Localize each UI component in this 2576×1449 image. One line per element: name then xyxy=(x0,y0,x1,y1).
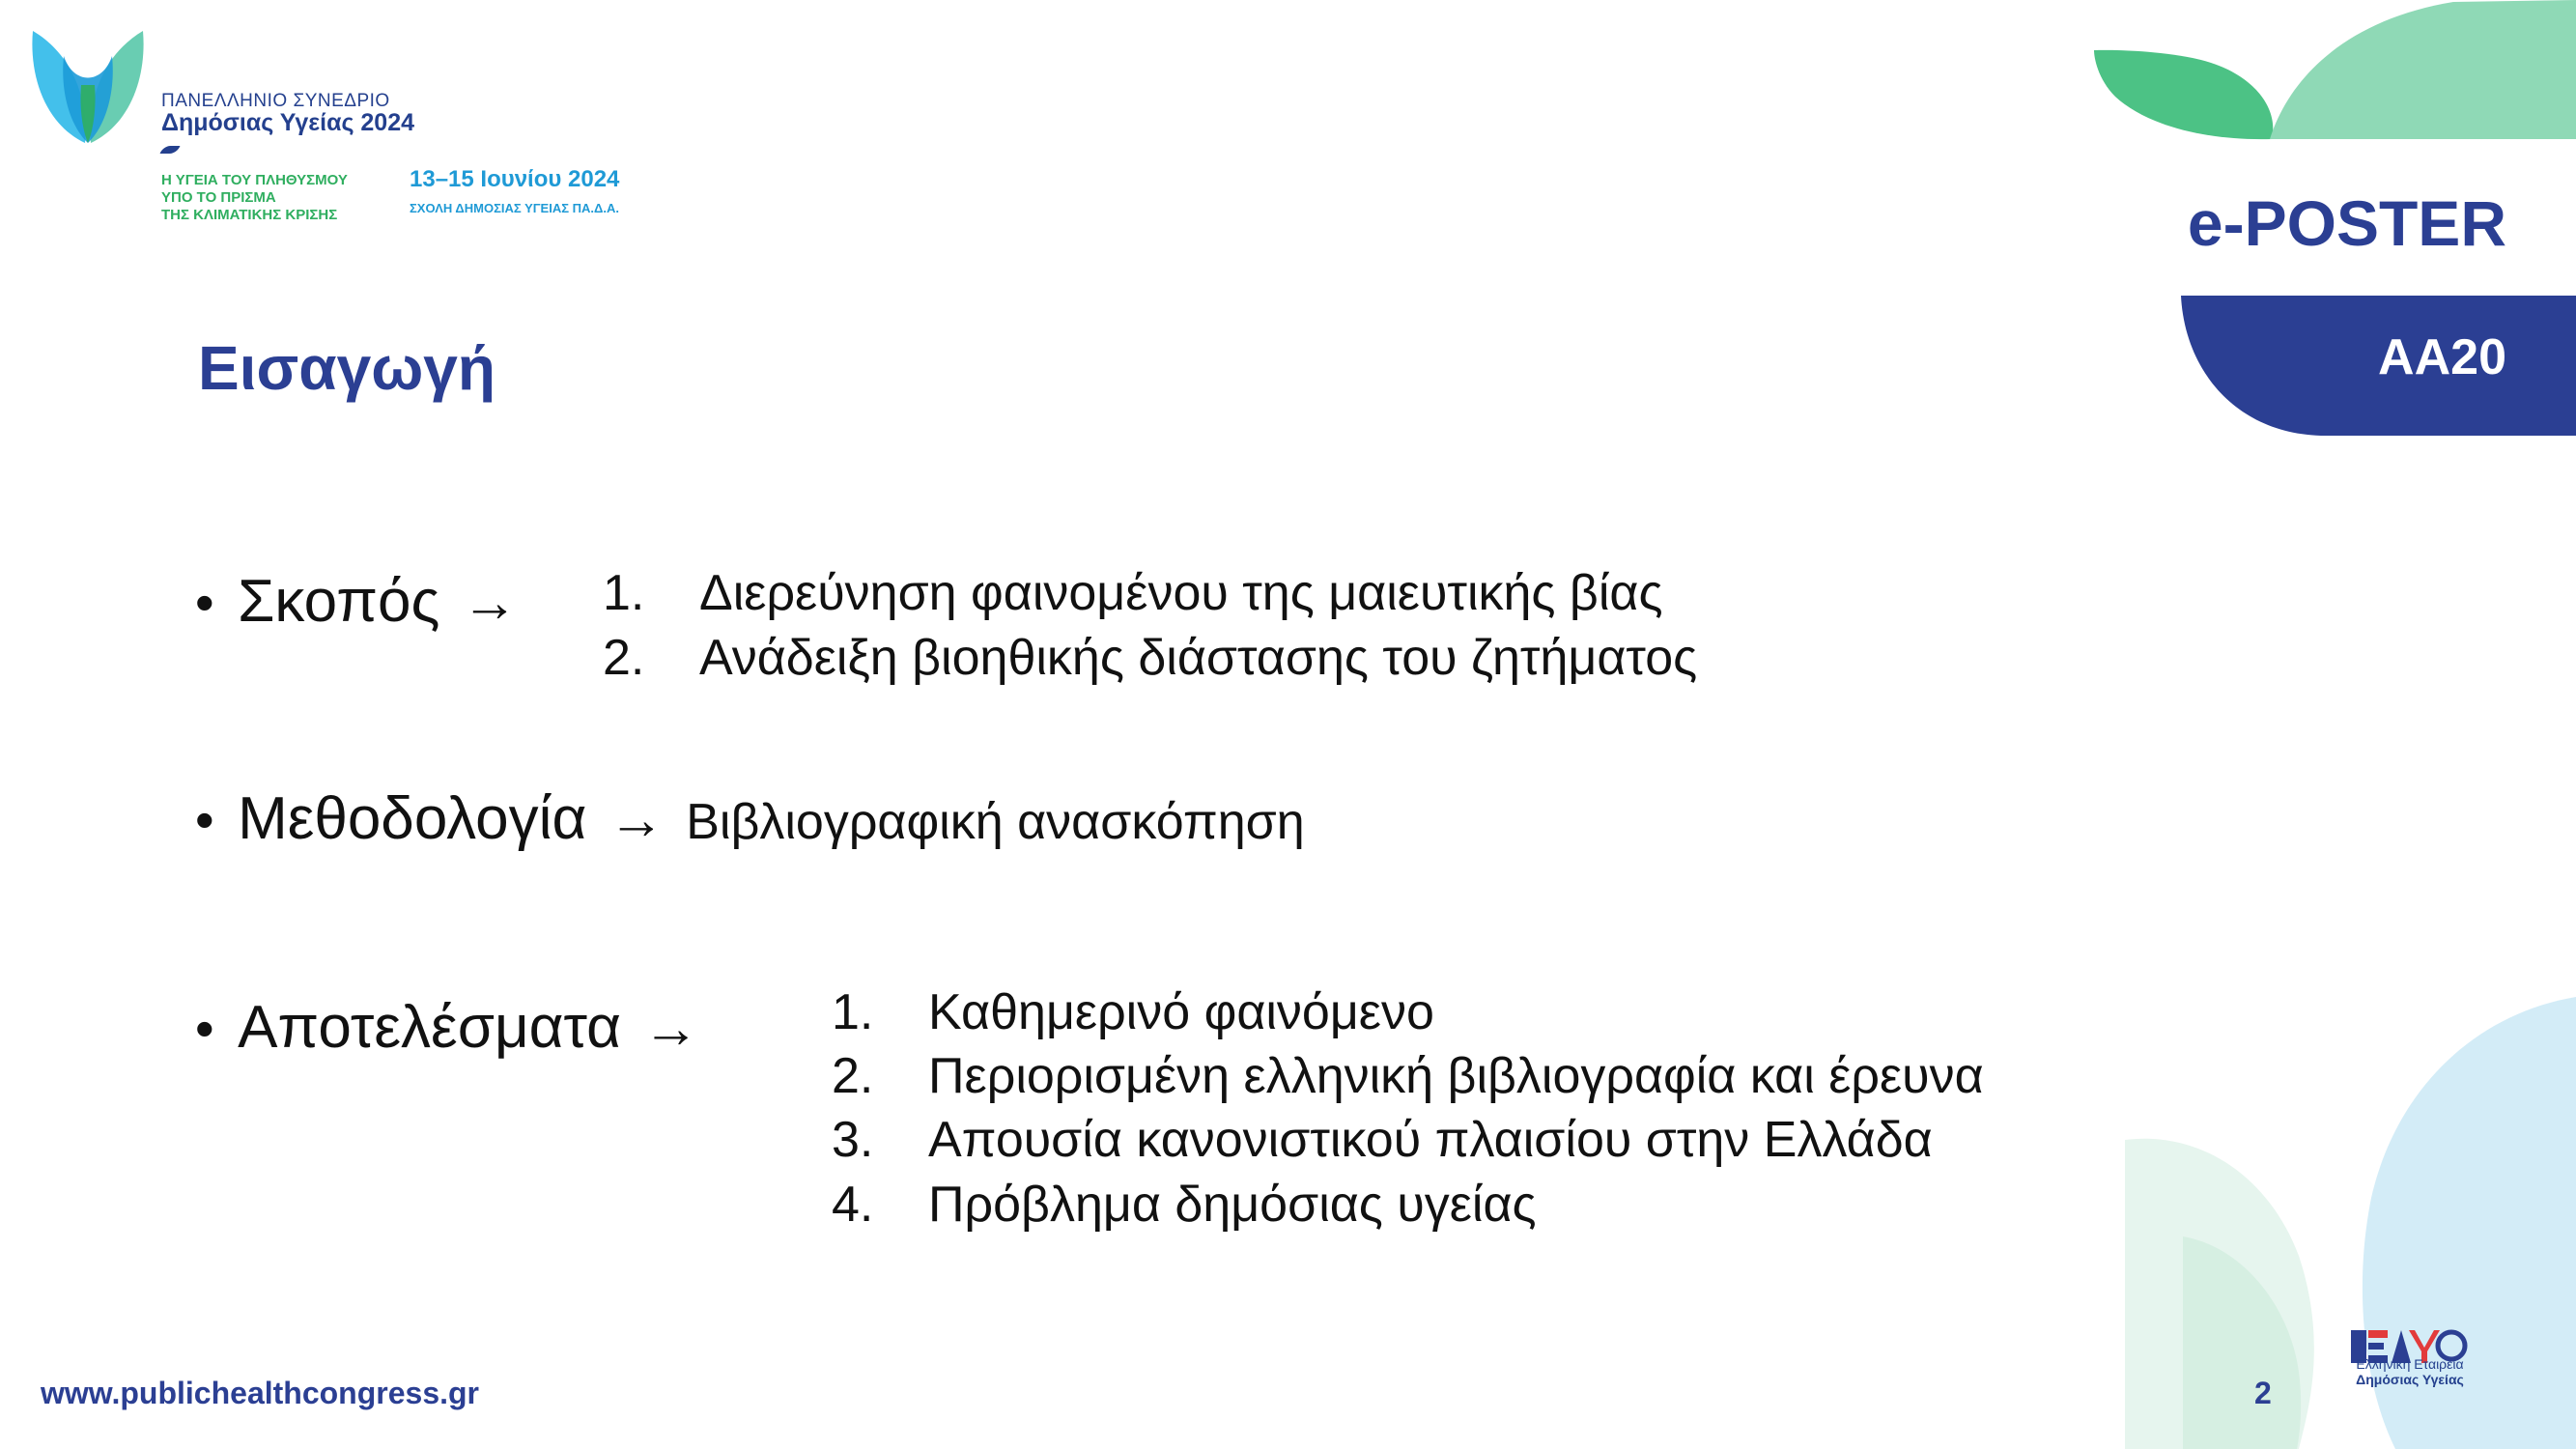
logo-leaf-mark xyxy=(160,146,181,154)
results-item-4: Πρόβλημα δημόσιας υγείας xyxy=(928,1177,1537,1233)
results-item-2: Περιορισμένη ελληνική βιβλιογραφία και έρευνα xyxy=(928,1048,1984,1104)
bullet-dot: • xyxy=(195,572,214,633)
society-name-line-1: Ελληνική Εταιρεία xyxy=(2356,1356,2464,1372)
results-label: Αποτελέσματα xyxy=(238,994,621,1061)
bottom-right-leaf-decoration xyxy=(2106,985,2576,1449)
bullet-dot: • xyxy=(195,789,214,850)
bullet-dot: • xyxy=(195,998,214,1059)
results-bullet xyxy=(195,993,698,1062)
arrow-right-icon: → xyxy=(461,571,518,634)
results-item-4-number: 4. xyxy=(832,1177,874,1233)
method-bullet xyxy=(195,784,1305,853)
poster-code: AA20 xyxy=(2378,329,2506,385)
arrow-right-icon: → xyxy=(642,997,699,1060)
theme-line-2: ΥΠΟ ΤΟ ΠΡΙΣΜΑ xyxy=(161,189,276,206)
page-number: 2 xyxy=(2254,1376,2272,1410)
theme-line-1: Η ΥΓΕΙΑ ΤΟΥ ΠΛΗΘΥΣΜΟΥ xyxy=(161,172,348,188)
conference-venue: ΣΧΟΛΗ ΔΗΜΟΣΙΑΣ ΥΓΕΙΑΣ ΠΑ.Δ.Α. xyxy=(410,201,619,215)
results-item-1-number: 1. xyxy=(832,984,874,1040)
aim-item-1: Διερεύνηση φαινομένου της μαιευτικής βίας xyxy=(699,565,1663,621)
eposter-label: e-POSTER xyxy=(2187,187,2506,259)
conference-theme xyxy=(161,172,348,224)
method-text: Βιβλιογραφική ανασκόπηση xyxy=(686,794,1305,850)
conference-title: Δημόσιας Υγείας 2024 xyxy=(161,109,415,136)
aim-item-1-number: 1. xyxy=(603,565,645,621)
conference-logo-icon xyxy=(25,27,151,147)
theme-line-3: ΤΗΣ ΚΛΙΜΑΤΙΚΗΣ ΚΡΙΣΗΣ xyxy=(161,207,338,223)
arrow-right-icon: → xyxy=(608,788,665,851)
slide-heading: Εισαγωγή xyxy=(198,333,495,403)
results-item-3: Απουσία κανονιστικού πλαισίου στην Ελλάδα xyxy=(928,1112,1933,1168)
footer-website-link[interactable]: www.publichealthcongress.gr xyxy=(41,1376,479,1410)
results-item-1: Καθημερινό φαινόμενο xyxy=(928,984,1434,1040)
conference-overline: ΠΑΝΕΛΛΗΝΙΟ ΣΥΝΕΔΡΙΟ xyxy=(161,91,390,111)
conference-dates: 13–15 Ιουνίου 2024 xyxy=(410,166,620,192)
aim-item-2: Ανάδειξη βιοηθικής διάστασης του ζητήματος xyxy=(699,630,1698,686)
aim-label: Σκοπός xyxy=(238,568,440,635)
society-name-line-2: Δημόσιας Υγείας xyxy=(2356,1372,2464,1387)
aim-item-2-number: 2. xyxy=(603,630,645,686)
society-name xyxy=(2345,1356,2475,1387)
method-label: Μεθοδολογία xyxy=(238,785,587,852)
top-right-leaf-decoration xyxy=(2086,0,2576,145)
aim-bullet xyxy=(195,567,518,636)
results-item-3-number: 3. xyxy=(832,1112,874,1168)
results-item-2-number: 2. xyxy=(832,1048,874,1104)
